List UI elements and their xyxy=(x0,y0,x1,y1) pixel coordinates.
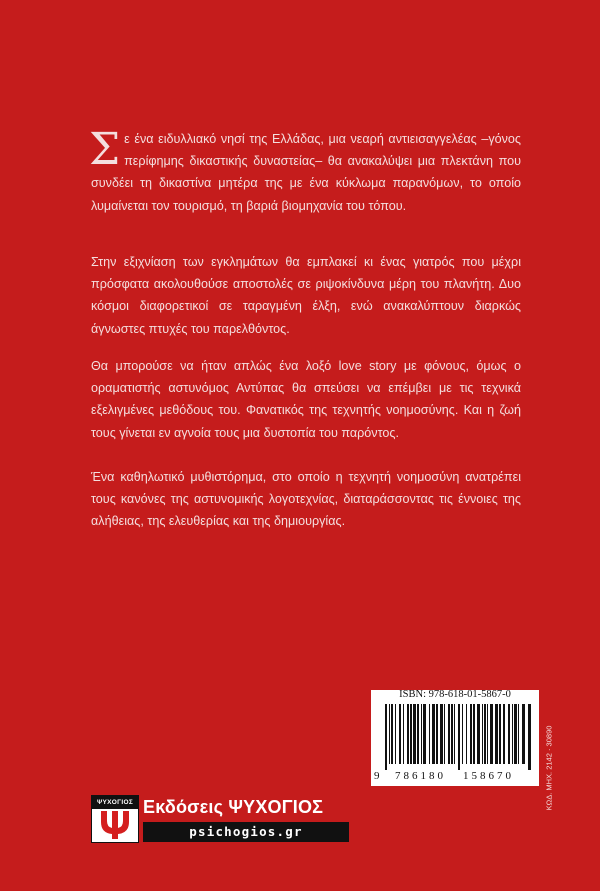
isbn-label: ISBN: 978-618-01-5867-0 xyxy=(399,689,511,700)
logo-mark-label: ΨΥΧΟΓΙΟΣ xyxy=(92,796,138,809)
publisher-url: psichogios.gr xyxy=(143,822,349,842)
product-code xyxy=(541,725,557,811)
blurb-paragraph-3-text: Θα μπορούσε να ήταν απλώς ένα λοξό love story με φόνους, όμως ο οραματιστής αστυνόμος Αντύπας θα σπεύσει να επέμβει με τις τεχνικά εξελιγμένες μεθόδους του. Φανατικός της τεχνητής νοημοσύνης. Και η ζωή τους γίνεται εν αγνοία τους μια δυστοπία του παρόντος. xyxy=(91,359,521,440)
blurb-paragraph-2-text: Στην εξιχνίαση των εγκλημάτων θα εμπλακεί κι ένας γιατρός που μέχρι πρόσφατα ακολουθούσε αποστολές σε ριψοκίνδυνα μέρη του πλανήτη. Δυο κόσμοι διαφορετικοί σε ταραγμένη έλξη, ενώ ανακαλύπτουν διαρκώς άγνωστες πτυχές του παρελθόντος. xyxy=(91,255,521,336)
blurb-paragraph-4 xyxy=(91,466,521,533)
blurb-paragraph-1-text: ε ένα ειδυλλιακό νησί της Ελλάδας, μια νεαρή αντιεισαγγελέας –γόνος περίφημης δικαστικής δυναστείας– θα ανακαλύψει μια πλεκτάνη που συνδέει τη δικαστίνα μητέρα της με ένα κύκλωμα παρανόμων, το οποίο λυμαίνεται τον τουρισμό, τη βαριά βιομηχανία του τόπου. xyxy=(91,132,521,213)
publisher-name: Εκδόσεις ΨΥΧΟΓΙΟΣ xyxy=(143,797,324,817)
publisher-logo xyxy=(91,795,351,845)
product-code-text: ΚΩΔ. ΜΗΧ. 2142 · 30890 xyxy=(544,725,554,811)
drop-cap-sigma: Σ xyxy=(89,124,121,175)
blurb-paragraph-4-text: Ένα καθηλωτικό μυθιστόρημα, στο οποίο η τεχνητή νοημοσύνη ανατρέπει τους κανόνες της αστυνομικής λογοτεχνίας, διαταράσσοντας τις έννοιες της αλήθειας, της ελευθερίας και της δημιουργίας. xyxy=(91,470,521,529)
psi-logo-icon xyxy=(91,795,139,843)
blurb-paragraph-2 xyxy=(91,251,521,340)
barcode-digits-left: 786180 xyxy=(395,770,446,782)
barcode-icon xyxy=(383,704,531,770)
barcode-digits-right: 158670 xyxy=(463,770,514,782)
blurb-paragraph-1 xyxy=(89,124,521,217)
isbn-barcode-block xyxy=(371,690,539,786)
psi-glyph-icon xyxy=(95,809,135,841)
barcode-digit-lead: 9 xyxy=(374,770,380,782)
blurb-paragraph-3 xyxy=(91,355,521,444)
